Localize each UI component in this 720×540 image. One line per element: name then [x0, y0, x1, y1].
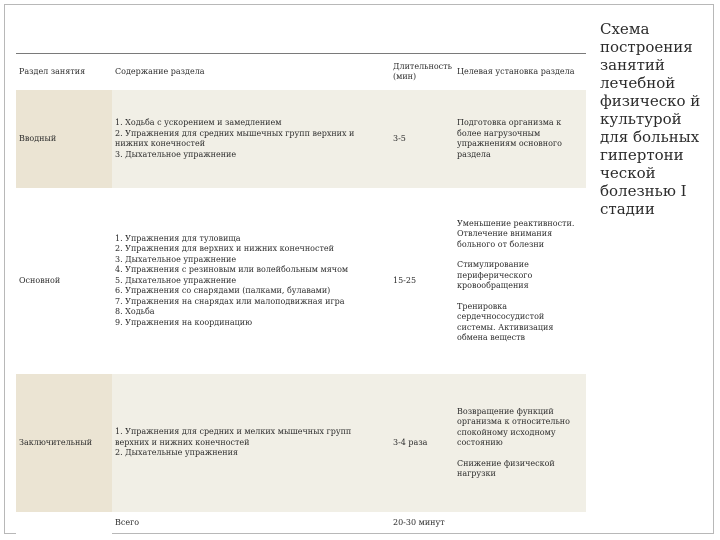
section-name: Заключительный	[16, 374, 112, 512]
goal-text: Стимулирование периферического кровообращения	[457, 260, 533, 290]
header-goal: Целевая установка раздела	[454, 54, 586, 91]
content-line: 2. Упражнения для средних мышечных групп верхних и	[115, 128, 355, 138]
content-line: 2. Упражнения для верхних и нижних конечностей	[115, 244, 334, 254]
content-line: верхних и нижних конечностей	[115, 437, 250, 447]
section-goal	[454, 90, 586, 188]
content-line: 4. Упражнения с резиновым или волейбольным мячом	[115, 265, 349, 275]
content-line: 1. Упражнения для туловища	[115, 233, 241, 243]
goal-text: Возвращение функций организма к относительно спокойному исходному состоянию	[457, 406, 570, 447]
section-duration: 3-4 раза	[390, 374, 454, 512]
table-header-row	[16, 54, 586, 91]
total-label: Всего	[115, 517, 140, 527]
header-section: Раздел занятия	[16, 54, 112, 91]
section-goal	[454, 374, 586, 512]
section-content	[112, 90, 390, 188]
header-content: Содержание раздела	[112, 54, 390, 91]
goal-text: Снижение физической нагрузки	[457, 458, 555, 478]
goal-text: Уменьшение реактивности. Отвлечение внимания больного от болезни	[457, 218, 575, 249]
content-line: 3. Дыхательное упражнение	[115, 254, 237, 264]
content-line: 5. Дыхательное упражнение	[115, 275, 237, 285]
goal-text: Тренировка сердечнососудистой системы. Активизация обмена веществ	[457, 301, 554, 342]
section-name: Вводный	[16, 90, 112, 188]
section-goal	[454, 188, 586, 374]
content-line: 8. Ходьба	[115, 307, 155, 317]
table-row-total	[16, 512, 586, 534]
content-line: 9. Упражнения на координацию	[115, 317, 253, 327]
total-duration: 20-30 минут	[393, 517, 445, 527]
total-empty-cell	[16, 512, 112, 534]
table-row-main	[16, 188, 586, 374]
lfk-scheme-table	[16, 53, 586, 534]
goal-text: Подготовка организма к более нагрузочным упражнениям основного раздела	[457, 118, 562, 159]
table-row-final	[16, 374, 586, 512]
content-line: 1. Ходьба с ускорением и замедлением	[115, 118, 282, 127]
content-line: 6. Упражнения со снарядами (палками, булавами)	[115, 286, 331, 296]
slide-title: Схема построения занятий лечебной физическо й культурой для больных гипертони ческой болезнью I стадии	[600, 20, 701, 218]
section-content	[112, 188, 390, 374]
total-empty-goal	[454, 512, 586, 534]
section-name: Основной	[16, 188, 112, 374]
table-row-intro	[16, 90, 586, 188]
section-content	[112, 374, 390, 512]
lfk-table-container	[16, 53, 586, 533]
content-line: 3. Дыхательное упражнение	[115, 149, 237, 159]
header-duration: Длительность (мин)	[390, 54, 454, 91]
section-duration: 3-5	[390, 90, 454, 188]
section-duration: 15-25	[393, 275, 417, 285]
content-line: 2. Дыхательные упражнения	[115, 448, 238, 458]
content-line: 1. Упражнения для средних и мелких мышечных групп	[115, 427, 352, 437]
content-line: 7. Упражнения на снарядах или малоподвижная игра	[115, 296, 345, 306]
content-line: нижних конечностей	[115, 139, 206, 148]
